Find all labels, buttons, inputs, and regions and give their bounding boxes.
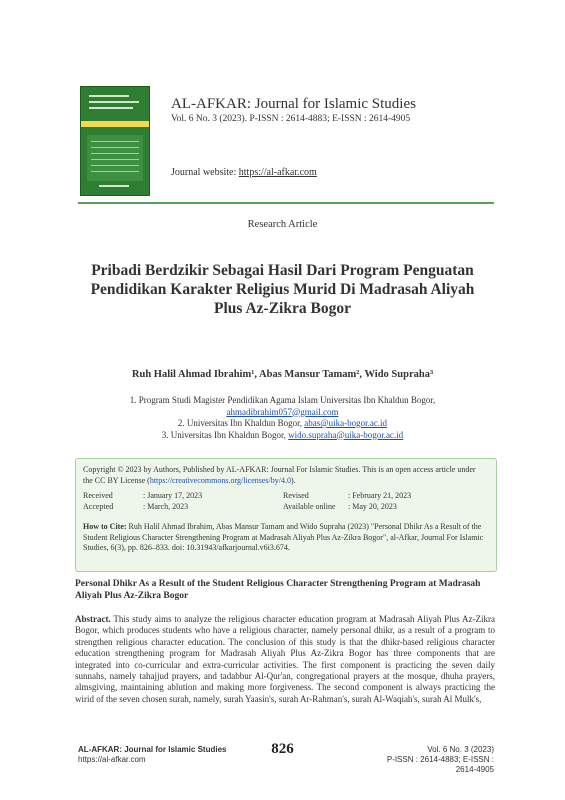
cite-label: How to Cite: xyxy=(83,522,127,531)
journal-title: AL-AFKAR: Journal for Islamic Studies xyxy=(171,96,416,112)
journal-website-link[interactable]: https://al-afkar.com xyxy=(238,167,317,178)
affiliation-1-email[interactable]: ahmadibrahim057@gmail.com xyxy=(226,406,339,417)
article-title-line: Pendidikan Karakter Religius Murid Di Madrasah Aliyah xyxy=(90,281,475,298)
cite-text: Ruh Halil Ahmad Ibrahim, Abas Mansur Tamam and Wido Supraha (2023) "Personal Dhikr As a Result of the Student Religious Character Strengthening Program at Madrasah Aliyah Plus Az-Zikra Bogor", al-Afkar, Journal For Islamic Studies, 6(3), pp. 826–833. doi: 10.31943/afkarjournal.v6i3.674. xyxy=(83,522,484,552)
article-title-line: Pribadi Berdzikir Sebagai Hasil Dari Program Penguatan xyxy=(91,262,474,279)
article-info-box xyxy=(75,458,497,572)
received-value: : January 17, 2023 xyxy=(143,491,203,500)
header-divider xyxy=(78,202,494,204)
footer-volume: Vol. 6 No. 3 (2023) xyxy=(427,745,494,754)
footer-journal-name: AL-AFKAR: Journal for Islamic Studies xyxy=(78,745,227,754)
article-title-line: Plus Az-Zikra Bogor xyxy=(214,300,351,317)
journal-cover-image xyxy=(80,86,150,196)
online-label: Available online xyxy=(283,502,336,511)
article-type: Research Article xyxy=(247,219,318,230)
affiliation-1 xyxy=(0,395,565,418)
author-list: Ruh Halil Ahmad Ibrahim¹, Abas Mansur Tamam², Wido Supraha³ xyxy=(131,369,434,380)
affiliation-2 xyxy=(0,418,565,430)
accepted-value: : March, 2023 xyxy=(143,502,189,511)
revised-label: Revised xyxy=(283,491,309,500)
affiliation-3-text: 3. Universitas Ibn Khaldun Bogor, xyxy=(161,429,289,440)
english-title: Personal Dhikr As a Result of the Student Religious Character Strengthening Program at Madrasah Aliyah Plus Az-Zikra Bogor xyxy=(75,579,481,601)
abstract-text: This study aims to analyze the religious character education program at Madrasah Aliyah Plus Az-Zikra Bogor, which produces students who have a religious character, namely personal dhikr, as a result of a program to strengthen religious character education. The conclusion of this study is that the dhikr-based religious character education strengthening program for Madrasah Aliyah Plus Az-Zikra Bogor has three components that are integrated into co-curricular and extra-curricular activities. The first component is practicing the seven daily sunnahs, namely tahajjud prayers, and tadabbur Al-Qur'an, congregational prayers at the mosque, dhuha prayers, almsgiving, maintaining ablution and making more forgiveness. The second component is always practicing the wirid of the seven chosen surah, namely, surah Yaasin's, surah Ar-Rahman's, surah Al-Waqiah's, surah Al Mulk's, xyxy=(75,614,495,704)
affiliation-1-text: 1. Program Studi Magister Pendidikan Agama Islam Universitas Ibn Khaldun Bogor, xyxy=(129,395,436,405)
affiliations xyxy=(0,395,565,441)
footer-journal-url: https://al-afkar.com xyxy=(78,755,146,764)
accepted-label: Accepted xyxy=(83,502,114,511)
footer-right xyxy=(380,745,494,775)
affiliation-2-email[interactable]: abas@uika-bogor.ac.id xyxy=(304,418,388,428)
page-number: 826 xyxy=(271,741,294,757)
affiliation-3 xyxy=(0,430,565,442)
revised-value: : February 21, 2023 xyxy=(348,491,412,500)
received-label: Received xyxy=(83,491,113,500)
copyright-notice xyxy=(83,465,487,486)
abstract-label: Abstract. xyxy=(75,614,111,624)
journal-website xyxy=(171,167,317,178)
online-value: : May 20, 2023 xyxy=(348,502,397,511)
copyright-end: ). xyxy=(290,475,296,485)
affiliation-2-text: 2. Universitas Ibn Khaldun Bogor, xyxy=(177,418,305,428)
article-title xyxy=(60,261,505,318)
abstract xyxy=(75,614,495,705)
copyright-text: Copyright © 2023 by Authors, Published by AL-AFKAR: Journal For Islamic Studies. This is an open access article under the CC BY License ( xyxy=(83,465,476,485)
license-link[interactable]: https://creativecommons.org/licenses/by/4.0 xyxy=(149,475,291,485)
journal-website-label: Journal website: xyxy=(171,167,239,178)
affiliation-3-email[interactable]: wido.supraha@uika-bogor.ac.id xyxy=(288,429,404,440)
journal-meta: Vol. 6 No. 3 (2023). P-ISSN : 2614-4883; E-ISSN : 2614-4905 xyxy=(171,114,411,124)
how-to-cite xyxy=(83,522,488,554)
footer-issn: P-ISSN : 2614-4883; E-ISSN : 2614-4905 xyxy=(386,755,494,774)
